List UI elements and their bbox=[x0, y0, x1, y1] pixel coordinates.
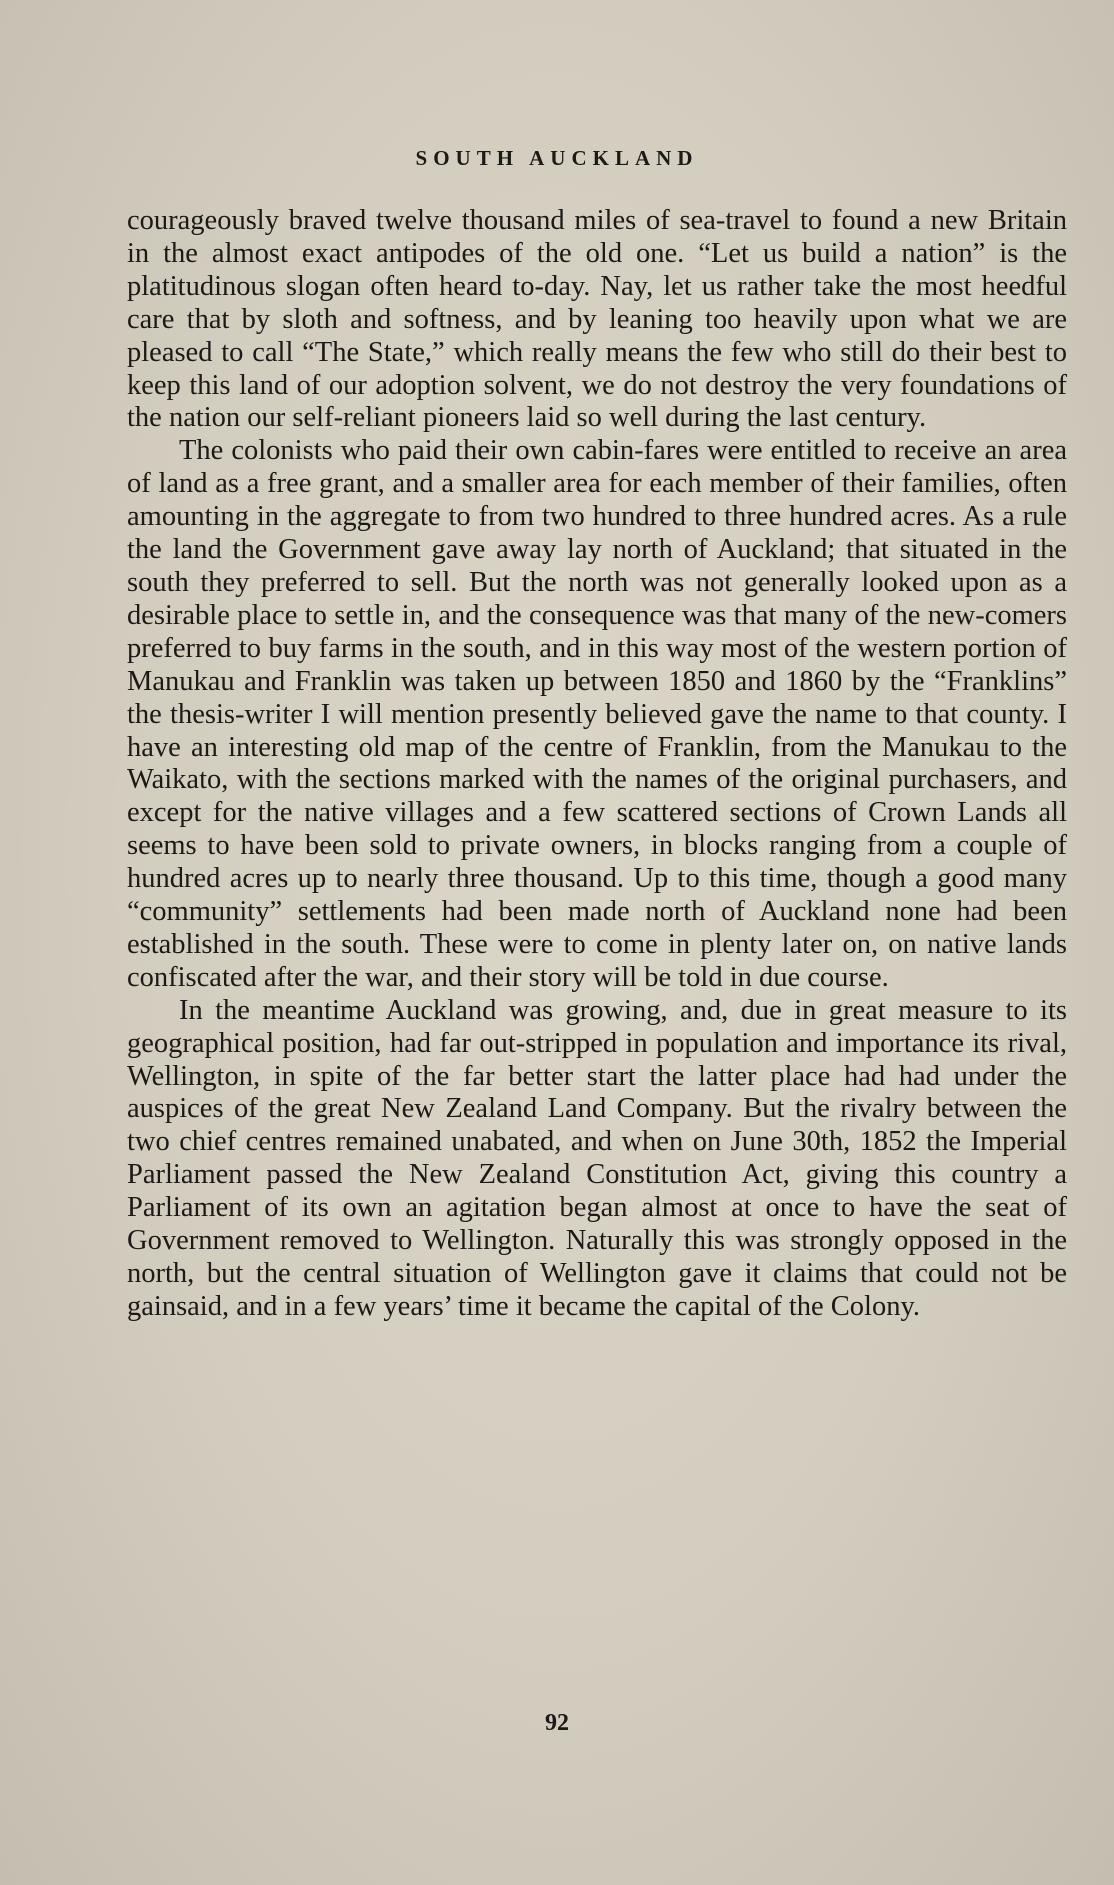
page-number: 92 bbox=[545, 1710, 569, 1736]
paragraph-colonists: The colonists who paid their own cabin-fares were entitled to receive an area of land as a free grant, and a smaller area for each member of their families, often amounting in the aggregate to from two hundred to three hundred acres. As a rule the land the Government gave away lay north of Auckland; that situated in the south they preferred to sell. But the north was not generally looked upon as a desirable place to settle in, and the consequence was that many of the new-comers preferred to buy farms in the south, and in this way most of the western portion of Manukau and Franklin was taken up between 1850 and 1860 by the “Franklins” the thesis-writer I will mention presently believed gave the name to that county. I have an interesting old map of the centre of Franklin, from the Manukau to the Waikato, with the sections marked with the names of the original purchasers, and except for the native villages and a few scattered sections of Crown Lands all seems to have been sold to private owners, in blocks ranging from a couple of hundred acres up to nearly three thousand. Up to this time, though a good many “community” settlements had been made north of Auckland none had been established in the south. These were to come in plenty later on, on native lands confiscated after the war, and their story will be told in due course. bbox=[127, 435, 1067, 993]
paragraph-meantime: In the meantime Auckland was growing, and, due in great measure to its geographical position, had far out-stripped in population and importance its rival, Wellington, in spite of the far better start the latter place had had under the auspices of the great New Zealand Land Company. But the rivalry between the two chief centres remained unabated, and when on June 30th, 1852 the Imperial Parliament passed the New Zealand Constitution Act, giving this country a Parliament of its own an agitation began almost at once to have the seat of Government removed to Wellington. Naturally this was strongly opposed in the north, but the central situation of Wellington gave it claims that could not be gainsaid, and in a few years’ time it became the capital of the Colony. bbox=[127, 994, 1067, 1322]
running-head: SOUTH AUCKLAND bbox=[415, 146, 699, 170]
body-text bbox=[127, 205, 1067, 1324]
paragraph-continued: courageously braved twelve thousand miles of sea-travel to found a new Britain in the almost exact antipodes of the old one. “Let us build a nation” is the platitudinous slogan often heard to-day. Nay, let us rather take the most heedful care that by sloth and softness, and by leaning too heavily upon what we are pleased to call “The State,” which really means the few who still do their best to keep this land of our adoption solvent, we do not destroy the very foundations of the nation our self-reliant pioneers laid so well during the last century. bbox=[127, 205, 1067, 434]
